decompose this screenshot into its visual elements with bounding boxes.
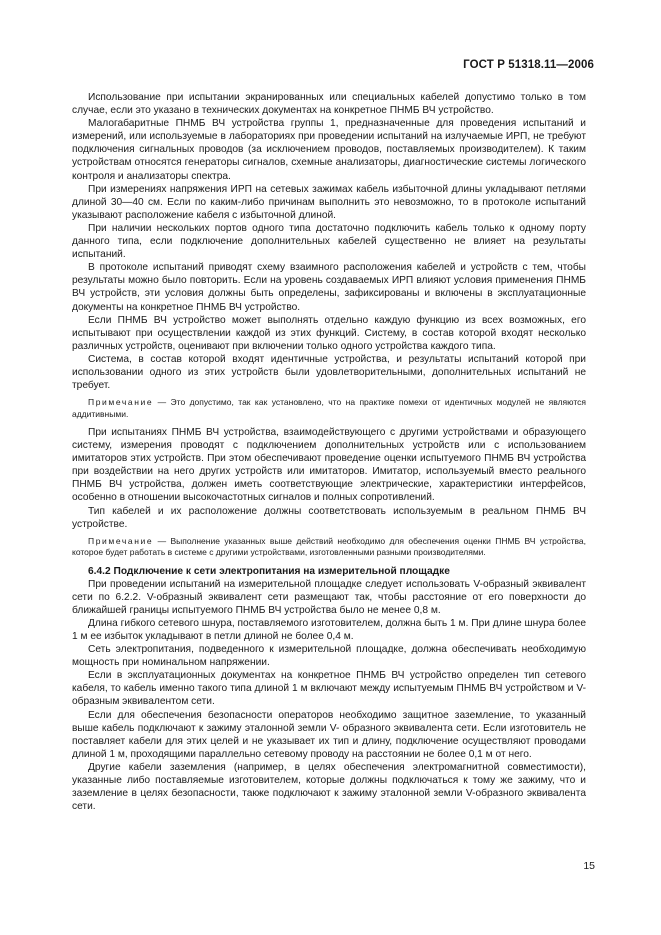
note bbox=[72, 536, 586, 559]
section-heading bbox=[72, 565, 586, 578]
document-body bbox=[72, 91, 586, 813]
note-text: — Это допустимо, так как установлено, что на практике помехи от идентичных модулей не являются аддитивными. bbox=[72, 397, 586, 419]
paragraph: Если для обеспечения безопасности операторов необходимо защитное заземление, то указанный выше кабель подключают к зажиму эталонной земли V- образного эквивалента сети. Если изготовитель не поставляет кабели для этих целей и не указывает их тип и длину, подключение осуществляют проводами длиной 1 м, проходящими параллельно сетевому проводу на расстоянии не более 0,1 м от него. bbox=[72, 709, 586, 760]
paragraph: При испытаниях ПНМБ ВЧ устройства, взаимодействующего с другими устройствами и образующего систему, измерения проводят с подключением дополнительных устройств или с использованием имитаторов этих устройств. При этом обеспечивают проведение оценки испытуемого ПНМБ ВЧ устройства при воздействии на него других устройств или имитаторов. Имитатор, используемый вместо реального ПНМБ ВЧ устройства, должен иметь соответствующие электрические, характеристики интерфейсов, особенно в отношении высокочастотных сигналов и полных сопротивлений. bbox=[72, 426, 586, 504]
paragraph: При наличии нескольких портов одного типа достаточно подключить кабель только к одному порту данного типа, если подключение дополнительных кабелей существенно не влияет на результаты испытаний. bbox=[72, 222, 586, 261]
paragraph: При измерениях напряжения ИРП на сетевых зажимах кабель избыточной длины укладывают петлями длиной 30—40 см. Если по каким-либо причинам выполнить это невозможно, то в протоколе испытаний указывают расположение кабеля с избыточной длиной. bbox=[72, 183, 586, 221]
paragraph: Длина гибкого сетевого шнура, поставляемого изготовителем, должна быть 1 м. При длине шнура более 1 м ее избыток укладывают в петли длиной не более 0,4 м. bbox=[72, 617, 586, 642]
section-number: 6.4.2 bbox=[88, 565, 111, 577]
paragraph: Если ПНМБ ВЧ устройство может выполнять отдельно каждую функцию из всех возможных, его испытывают при осуществлении каждой из этих функций. Систему, в состав которой входят несколько различных устройств, оценивают при включении только одного устройства каждого типа. bbox=[72, 314, 586, 352]
note-label: Примечание bbox=[88, 535, 154, 546]
paragraph: Система, в состав которой входят идентичные устройства, и результаты испытаний которой при использовании одного из этих устройств были удовлетворительными, дополнительных испытаний не требует. bbox=[72, 353, 586, 392]
paragraph: Использование при испытании экранированных или специальных кабелей допустимо только в том случае, если это указано в технических документах на конкретное ПНМБ ВЧ устройство. bbox=[72, 92, 586, 117]
paragraph: В протоколе испытаний приводят схему взаимного расположения кабелей и устройств с тем, чтобы результаты можно было повторить. Если на уровень создаваемых ИРП влияют условия применения ПНМБ ВЧ устройств, эти условия должны быть определены, зафиксированы и включены в эксплуатационные документы на конкретное ПНМБ ВЧ устройство. bbox=[72, 262, 586, 313]
paragraph: Малогабаритные ПНМБ ВЧ устройства группы 1, предназначенные для проведения испытаний и измерений, или используемые в лабораториях при проведении испытаний на излучаемые ИРП, не требуют подключения сигнальных проводов (за исключением проводов, поставляемых производителем). К таким устройствам относятся генераторы сигналов, схемные анализаторы, диагностические системы логического контроля и анализаторы спектра. bbox=[72, 118, 586, 182]
document-header: ГОСТ Р 51318.11—2006 bbox=[463, 59, 594, 71]
paragraph: Если в эксплуатационных документах на конкретное ПНМБ ВЧ устройство определен тип сетевого кабеля, то кабель именно такого типа длиной 1 м включают между испытуемым ПНМБ ВЧ устройством и V-образным эквивалентом сети. bbox=[72, 670, 586, 708]
paragraph: Другие кабели заземления (например, в целях обеспечения электромагнитной совместимости), указанные либо поставляемые изготовителем, которые должны подключаться к тому же зажиму, что и заземление в целях безопасности, также подключают к зажиму эталонной земли V-образного эквивалента сети. bbox=[72, 761, 586, 813]
note bbox=[72, 397, 586, 420]
paragraph: Сеть электропитания, подведенного к измерительной площадке, должна обеспечивать необходимую мощность при номинальном напряжении. bbox=[72, 644, 586, 669]
note-label: Примечание bbox=[88, 397, 154, 408]
note-text: — Выполнение указанных выше действий необходимо для обеспечения оценки ПНМБ ВЧ устройства, которое будет работать в системе с другими устройствами, изготовленными разными производителями. bbox=[72, 535, 586, 558]
page-number: 15 bbox=[583, 860, 595, 872]
section-title: Подключение к сети электропитания на измерительной площадке bbox=[113, 565, 450, 577]
paragraph: При проведении испытаний на измерительной площадке следует использовать V-образный эквивалент сети по 6.2.2. V-образный эквивалент сети размещают так, чтобы расстояние от его поверхности до ближайшей границы испытуемого ПНМБ ВЧ устройства было не менее 0,8 м. bbox=[72, 578, 586, 616]
paragraph: Тип кабелей и их расположение должны соответствовать используемым в реальном ПНМБ ВЧ устройстве. bbox=[72, 505, 586, 530]
